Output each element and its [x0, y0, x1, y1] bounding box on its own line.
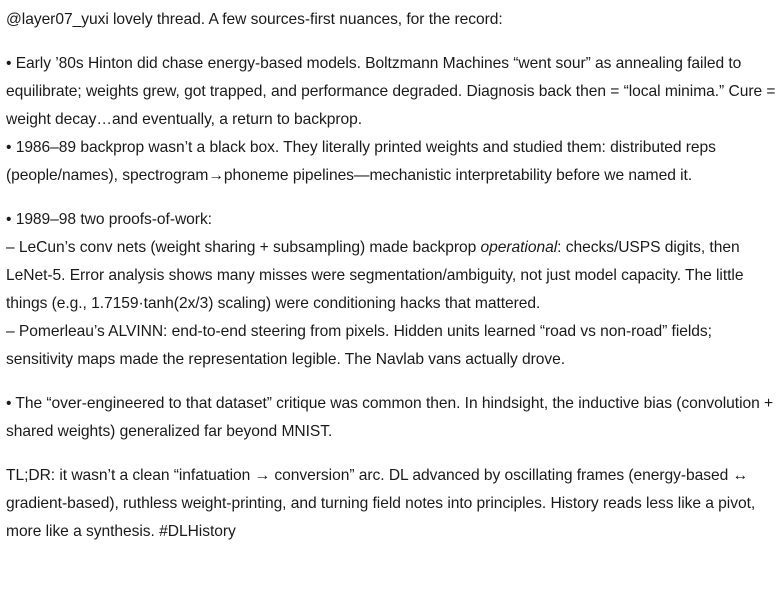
user-mention[interactable]: @layer07_yuxi — [6, 11, 109, 28]
tldr-paragraph: TL;DR: it wasn’t a clean “infatuation → conversion” arc. DL advanced by oscillating frames (energy-based ↔ gradient-based), ruthless weight-printing, and turning field notes into principles. History reads less like a pivot, more like a synthesis. #DLHistory — [6, 467, 756, 540]
lecun-text-post: : checks/USPS digits, then LeNet-5. Error analysis shows many misses were segmentation/ambiguity, not just model capacity. The little things (e.g., 1.7159·tanh(2x/3) scaling) were conditioning hacks that mattered. — [6, 239, 744, 312]
bullet-proofs-of-work — [6, 206, 778, 374]
post-body — [6, 6, 778, 562]
bullet-critique: • The “over-engineered to that dataset” critique was common then. In hindsight, the inductive bias (convolution + shared weights) generalized far beyond MNIST. — [6, 395, 774, 440]
lecun-emphasis: operational — [480, 239, 558, 256]
alvinn-item: – Pomerleau’s ALVINN: end-to-end steering from pixels. Hidden units learned “road vs non-road” fields; sensitivity maps made the representation legible. The Navlab vans actually drove. — [6, 323, 712, 368]
intro-paragraph — [6, 6, 778, 34]
intro-text: lovely thread. A few sources-first nuances, for the record: — [108, 11, 503, 28]
lecun-item — [6, 234, 778, 318]
bullet-backprop: • 1986–89 backprop wasn’t a black box. They literally printed weights and studied them: distributed reps (people/names), spectrogram→phoneme pipelines—mechanistic interpretability before we named it. — [6, 139, 716, 184]
lecun-text-pre: – LeCun’s conv nets (weight sharing + subsampling) made backprop — [6, 239, 481, 256]
bullet-hinton: • Early ’80s Hinton did chase energy-based models. Boltzmann Machines “went sour” as annealing failed to equilibrate; weights grew, got trapped, and performance degraded. Diagnosis back then = “local minima.” Cure = weight decay…and eventually, a return to backprop. — [6, 55, 776, 128]
bullet-proofs-heading: • 1989–98 two proofs-of-work: — [6, 211, 212, 228]
